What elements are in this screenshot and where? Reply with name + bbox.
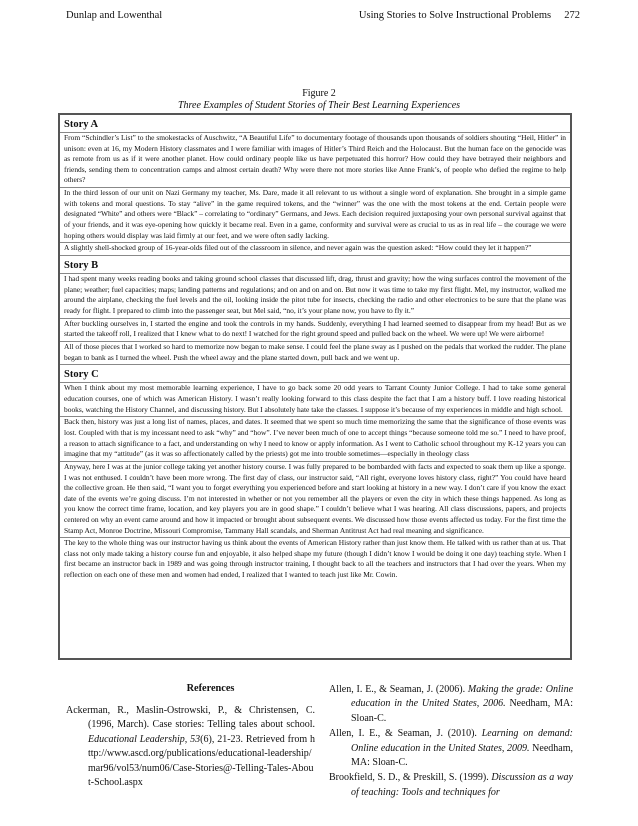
divider <box>60 255 570 256</box>
story-b-paragraph: I had spent many weeks reading books and taking ground school classes that discussed lift, drag, thrust and gravity; how the wing surfaces control the movement of the plane; weather; fuel capacities; maps; landing patterns and regulations; and on and on and on. But now it was time to take my first flight. Mel, my instructor, walked me around the airplane, checking the fuel levels and the oil, looking inside the pitot tube for insects, checking the radio and other electronics to be sure that the plane was ready for flight. I prepared to climb into the passenger seat, but Mel said, “no, it’s your plane now, you have to fly it.” <box>64 274 566 315</box>
reference-source: Making the grade: Online education in the United States, 2006. <box>351 684 574 710</box>
divider <box>60 364 570 365</box>
header-title-page: Using Stories to Solve Instructional Problems 272 <box>358 10 580 21</box>
reference-authors: Allen, I. E., & Seaman, J. (2010). <box>329 728 482 740</box>
figure-number: Figure 2 <box>302 88 336 99</box>
story-c-paragraph: The key to the whole thing was our instructor having us think about the events of American History rather than just know them. He talked with us rather than at us. That class not only made taking a history course fun and enjoyable, it also helped shape my future (though I didn’t know I would be doing it one day) teaching style. When I first became an instructor back in 1989 and was going through instructor training, I thought back to all the teachers and instructors that I had over the years. When my reflection on each one of these men and women had ended, I realized that I wanted to teach just like Mr. Cowin. <box>64 538 566 580</box>
reference-authors: Ackerman, R., Maslin-Ostrowski, P., & Christensen, C. (1996, March). Case stories: Telling tales about school. <box>66 705 315 731</box>
figure-title: Three Examples of Student Stories of Their Best Learning Experiences <box>177 100 461 111</box>
reference-entry <box>329 683 573 726</box>
story-c-heading: Story C <box>64 369 99 381</box>
reference-entry <box>329 771 573 800</box>
references-right-column <box>329 683 573 801</box>
story-b-heading: Story B <box>64 260 99 272</box>
story-c-paragraph: Anyway, here I was at the junior college taking yet another history course. I was fully prepared to be bombarded with facts and expected to soak them up like a sponge. I was not enthused. I couldn’t have been more wrong. The first day of class, our instructor said, “All right, everyone loves history class, right?” You could have heard the collective groan. He then said, “I want you to forget everything you experienced before and start looking at history in a new way. I don’t care if you know the exact date of the events we’re going discuss. I’m not interested in whether or not you remember all the players or even the city in which these things happened. As long as you know the correct time frame, location, and key players you are in good shape.” I couldn’t believe what I was hearing. All class discussions, papers, and projects centered on why an event came around and how it impacted or brought about subsequent events. We discussed how those events affected us today. For the first time the Stamp Act, Monroe Doctrine, Missouri Compromise, Tammany Hall scandals, and Sherman Antitrust Act had real meaning and significance. <box>64 461 566 535</box>
reference-details: Needham, MA: Sloan-C. <box>351 698 573 724</box>
story-c-paragraph: When I think about my most memorable learning experience, I have to go back some 20 odd years to Tarrant County Junior College. I had to take some general education courses, one of which was American History. I wasn’t really looking forward to this class despite the fact that I am a history buff. I love reading historical books, watching the History Channel, and discussing history. But I absolutely hate take the classes. I suppose it’s because of my experiences in middle and high school. <box>64 383 566 414</box>
story-b-paragraph: All of those pieces that I worked so hard to memorize now began to make sense. I could feel the plane sway as I pushed on the pedals that worked the rudder. The plane began to bank as I turned the wheel. Push the wheel away and the plane started down, pull back and we went up. <box>64 342 566 362</box>
reference-source: Discussion as a way of teaching: Tools and techniques for <box>351 772 573 798</box>
reference-authors: Allen, I. E., & Seaman, J. (2006). <box>329 684 468 695</box>
reference-details: (6), 21-23. Retrieved from http://www.ascd.org/publications/educational-leadership/mar96/vol53/num06/Case-Stories@-Telling-Tales-About-School.aspx <box>88 733 315 789</box>
reference-entry <box>66 704 315 790</box>
reference-entry <box>329 727 573 770</box>
reference-source: Learning on demand: Online education in the United States, 2009. <box>351 728 573 754</box>
header-authors: Dunlap and Lowenthal <box>66 10 163 21</box>
story-b-paragraph: After buckling ourselves in, I started the engine and took the controls in my hands. Suddenly, everything I had learned seemed to disappear from my head! But as we started the takeoff roll, I realized that I knew what to do next! I watched for the right ground speed and pulled back on the wheel. We were up! We were airborne! <box>64 318 566 339</box>
story-a-heading: Story A <box>64 119 99 130</box>
story-a-paragraph: A slightly shell-shocked group of 16-year-olds filed out of the classroom in silence, and never again was the question asked: “How could they let it happen?” <box>64 243 532 253</box>
references-heading: References <box>186 683 235 694</box>
running-header <box>66 10 580 24</box>
reference-details: Needham, MA: Sloan-C. <box>351 742 573 769</box>
story-a-paragraph: In the third lesson of our unit on Nazi Germany my teacher, Ms. Dare, made it all relevant to us without a single word of explanation. She brought in a simple game with tokens and moral questions. To stay “alive” in the game required tokens, and the “winner” was the one with the most tokens at the end. Certain people were designated “White” and others were “Black” – correlating to “ordinary” Germans, and Jews. Each decision required juxtaposing your own personal survival against that of your friends, and it was eye-opening how quickly it became real. Even in a game, conformity and survival were as crucial to us as in real life – the courage we were hoping others would display was laid firmly at our feet, and we were often sadly lacking. <box>64 188 566 240</box>
reference-authors: Brookfield, S. D., & Preskill, S. (1999). <box>329 772 492 784</box>
story-a-paragraph: From “Schindler’s List” to the smokestacks of Auschwitz, “A Beautiful Life” to documentary footage of thousands upon thousands of soldiers shouting “Heil, Hitler” in unison: even at 16, my Modern History classmates and I were familiar with images of Hitler’s Third Reich and the Holocaust. But the human face on the genocide was as remote from us as if it were another planet. How could ordinary people like us have perpetuated this horror? How could they have betrayed their neighbors and friends, sending them to concentration camps and almost certain death? Why were there not more stories like Anne Frank’s, of people who defied the regime to help others? <box>64 133 566 185</box>
figure-box <box>58 113 572 660</box>
story-c-paragraph: Back then, history was just a long list of names, places, and dates. It seemed that we spent so much time memorizing the same that the significance of those events was lost. Coupled with that is my incessant need to ask “why” and “how”. I’ve never been much of one to accept things “because someone told me so.” I need to have proof, a reason to attach significance to a fact, and understanding on why I need to know or apply information. As I went to Catholic school throughout my K-12 years you can imagine that my “attitude” (as it was so affectionately called by the priests) got me into trouble sometimes—especially in theology class <box>64 417 566 459</box>
references-left-column <box>66 683 315 791</box>
reference-source: Educational Leadership, 53 <box>88 733 201 745</box>
